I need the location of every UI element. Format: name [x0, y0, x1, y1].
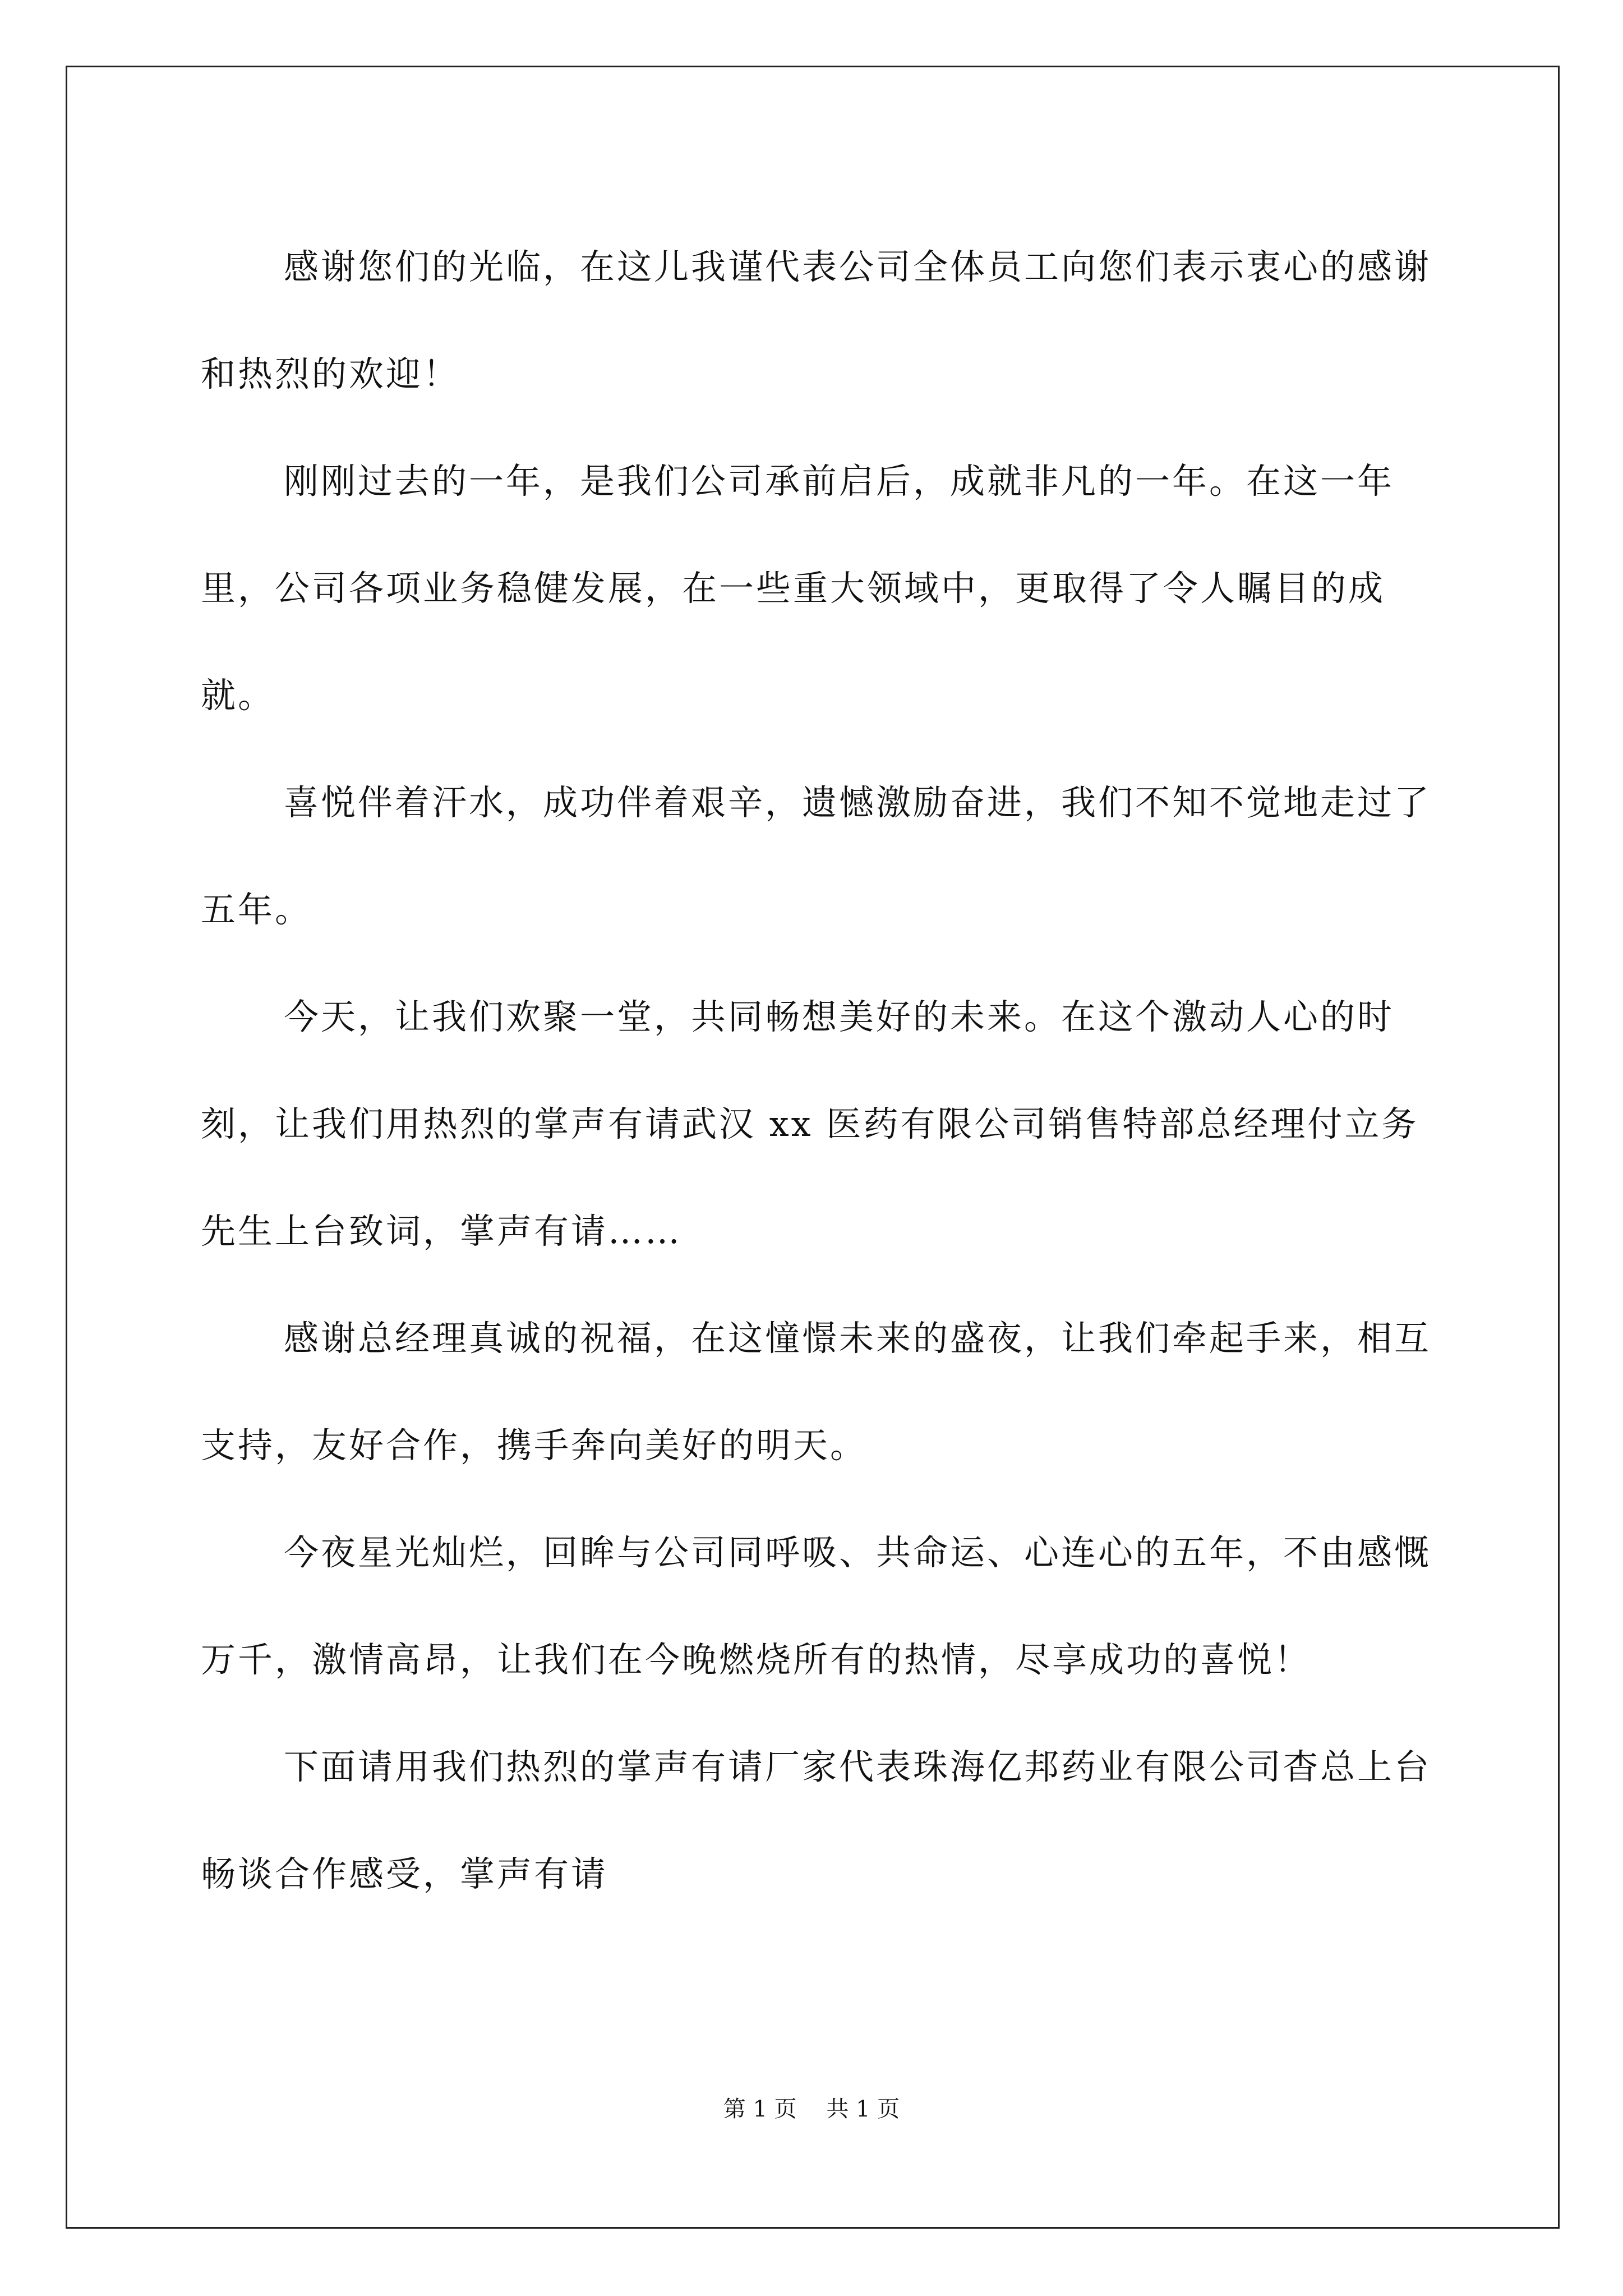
paragraph-7: 下面请用我们热烈的掌声有请厂家代表珠海亿邦药业有限公司杳总上台畅谈合作感受，掌声有请	[201, 1746, 1432, 1894]
paragraph-6: 今夜星光灿烂，回眸与公司同呼吸、共命运、心连心的五年，不由感慨万千，激情高昂，让我们在今晚燃烧所有的热情，尽享成功的喜悦！	[201, 1532, 1432, 1680]
paragraph-4: 今天，让我们欢聚一堂，共同畅想美好的未来。在这个激动人心的时刻，让我们用热烈的掌声有请武汉 xx 医药有限公司销售特部总经理付立务先生上台致词，掌声有请……	[201, 996, 1419, 1251]
paragraph-5: 感谢总经理真诚的祝福，在这憧憬未来的盛夜，让我们牵起手来，相互支持，友好合作，携手奔向美好的明天。	[201, 1318, 1432, 1466]
paragraph-3: 喜悦伴着汗水，成功伴着艰辛，遗憾激励奋进，我们不知不觉地走过了五年。	[201, 782, 1432, 930]
page-footer	[0, 2092, 1623, 2126]
document-body	[201, 213, 1435, 1927]
paragraph-2: 刚刚过去的一年，是我们公司承前启后，成就非凡的一年。在这一年里，公司各项业务稳健发展，在一些重大领域中，更取得了令人瞩目的成就。	[201, 461, 1395, 716]
paragraph-1: 感谢您们的光临，在这儿我谨代表公司全体员工向您们表示衷心的感谢和热烈的欢迎！	[201, 246, 1432, 394]
page-number: 第 1 页	[723, 2096, 797, 2122]
page-total: 共 1 页	[826, 2096, 900, 2122]
